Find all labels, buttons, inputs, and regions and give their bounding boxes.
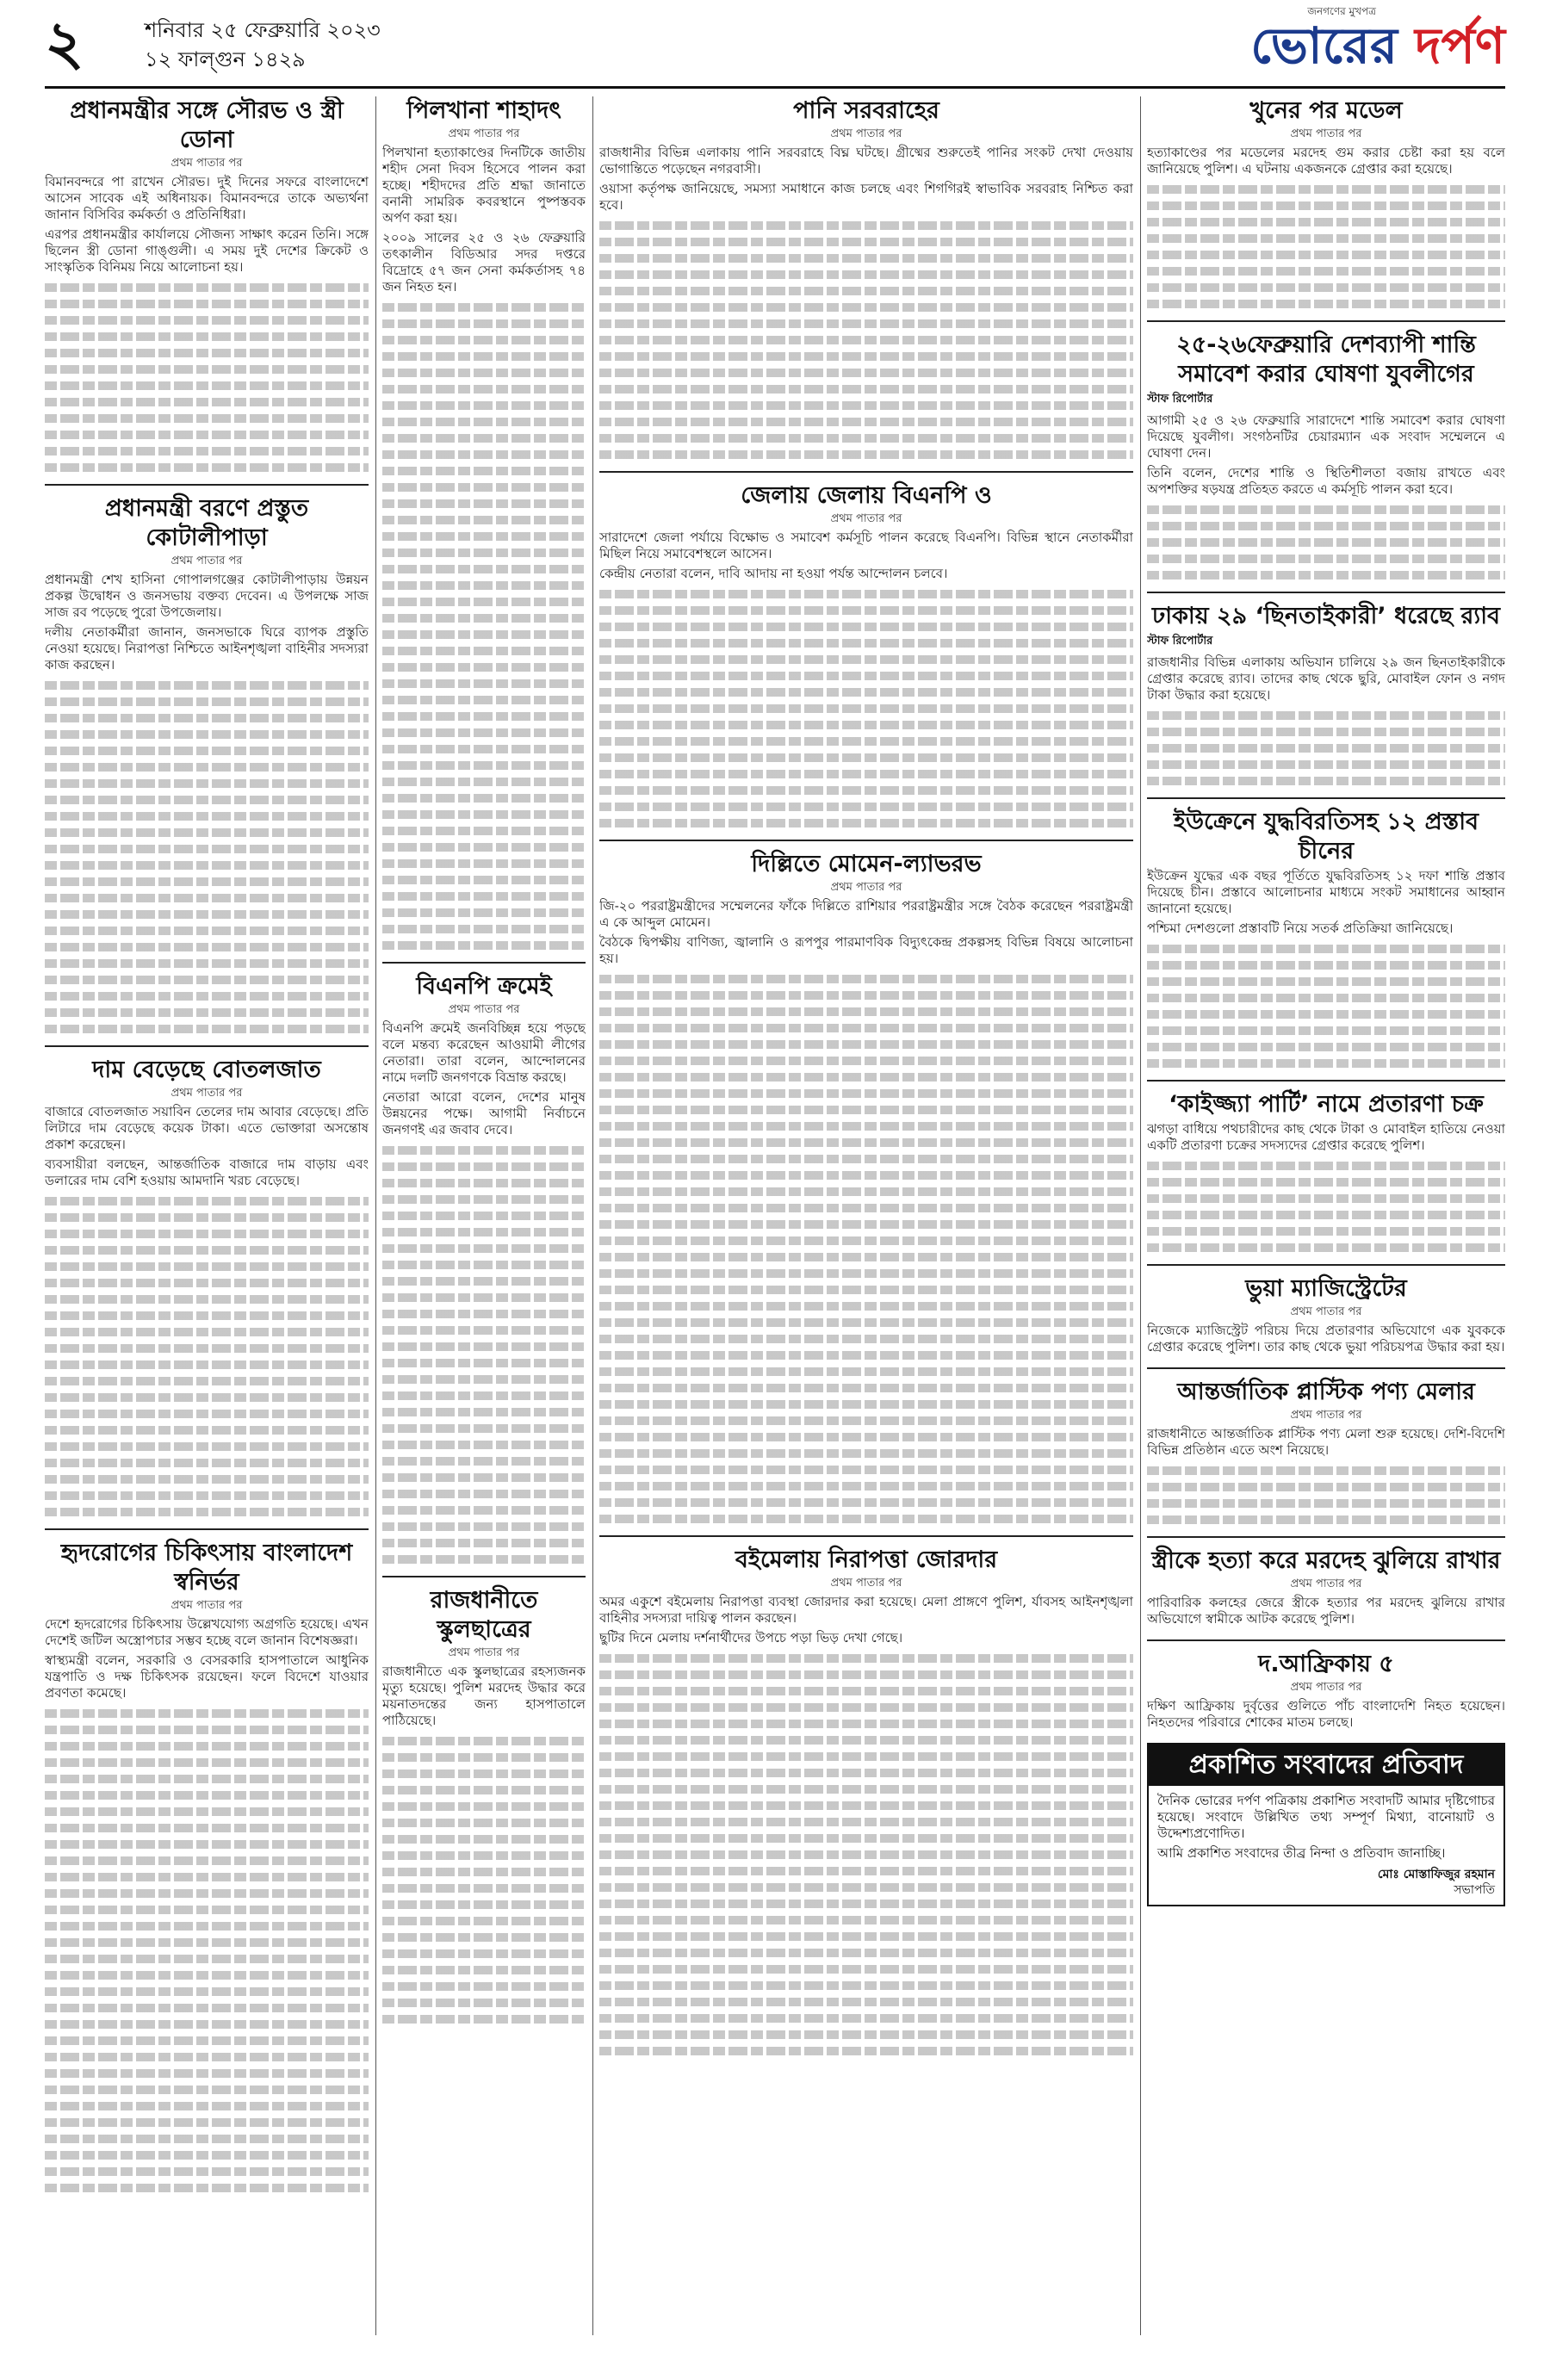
paragraph: ব্যবসায়ীরা বলছেন, আন্তর্জাতিক বাজারে দাম বাড়ায় এবং ডলারের দাম বেশি হওয়ায় আমদানি খরচ বেড়েছে। bbox=[45, 1156, 369, 1188]
continued-label: প্রথম পাতার পর bbox=[448, 1003, 520, 1016]
continued-label: প্রথম পাতার পর bbox=[1290, 1305, 1362, 1318]
story-plastic-fair bbox=[1147, 1378, 1505, 1524]
masthead-rule bbox=[45, 86, 1505, 89]
story-bnp-kromei bbox=[382, 972, 586, 1564]
headline: দ.আফ্রিকায় ৫ bbox=[1258, 1651, 1394, 1677]
paragraph: ওয়াসা কর্তৃপক্ষ জানিয়েছে, সমস্যা সমাধানে কাজ চলছে এবং শিগগিরই স্বাভাবিক সরবরাহ নিশ্চিত করা হবে। bbox=[599, 181, 1133, 213]
continued-label: প্রথম পাতার পর bbox=[1290, 1409, 1362, 1422]
paragraph: আগামী ২৫ ও ২৬ ফেব্রুয়ারি সারাদেশে শান্তি সমাবেশ করার ঘোষণা দিয়েছে যুবলীগ। সংগঠনটির চেয়ারম্যান এক সংবাদ সম্মেলনে এ ঘোষণা দেন। bbox=[1147, 412, 1505, 461]
paragraph: স্বাস্থ্যমন্ত্রী বলেন, সরকারি ও বেসরকারি হাসপাতালে আধুনিক যন্ত্রপাতি ও দক্ষ চিকিৎসক রয়েছেন। ফলে বিদেশে যাওয়ার প্রবণতা কমেছে। bbox=[45, 1652, 369, 1701]
paragraph: অমর একুশে বইমেলায় নিরাপত্তা ব্যবস্থা জোরদার করা হয়েছে। মেলা প্রাঙ্গণে পুলিশ, র্যাবসহ আইনশৃঙ্খলা বাহিনীর সদস্যরা দায়িত্ব পালন করছেন। bbox=[599, 1594, 1133, 1626]
continued-label: প্রথম পাতার পর bbox=[830, 127, 902, 140]
story-kotalipara bbox=[45, 494, 369, 1033]
column-rule bbox=[592, 96, 593, 2335]
story-water-supply bbox=[599, 96, 1133, 459]
continued-label: প্রথম পাতার পর bbox=[830, 512, 902, 525]
story-divider bbox=[45, 1045, 369, 1047]
paragraph: দক্ষিণ আফ্রিকায় দুর্বৃত্তের গুলিতে পাঁচ বাংলাদেশি নিহত হয়েছেন। নিহতদের পরিবারে শোকের মাতম চলছে। bbox=[1147, 1698, 1505, 1730]
story-bottled-oil bbox=[45, 1056, 369, 1516]
continued-label: প্রথম পাতার পর bbox=[448, 1646, 520, 1659]
paragraph: তিনি বলেন, দেশের শান্তি ও স্থিতিশীলতা বজায় রাখতে এবং অপশক্তির ষড়যন্ত্র প্রতিহত করতে এ কর্মসূচি পালন করা হবে। bbox=[1147, 465, 1505, 497]
story-divider bbox=[1147, 320, 1505, 322]
headline: পিলখানা শাহাদৎ bbox=[406, 97, 561, 124]
continued-label: প্রথম পাতার পর bbox=[448, 127, 520, 140]
continued-label: প্রথম পাতার পর bbox=[170, 1087, 243, 1100]
text-body bbox=[382, 303, 586, 950]
continued-label: প্রথম পাতার পর bbox=[170, 157, 243, 170]
story-divider bbox=[45, 1528, 369, 1530]
continued-label: প্রথম পাতার পর bbox=[1290, 127, 1362, 140]
page-number: ২ bbox=[45, 7, 84, 78]
paragraph: সারাদেশে জেলা পর্যায়ে বিক্ষোভ ও সমাবেশ কর্মসূচি পালন করেছে বিএনপি। বিভিন্ন স্থানে নেতাকর্মীরা মিছিল নিয়ে সমাবেশস্থলে আসেন। bbox=[599, 530, 1133, 561]
paragraph: রাজধানীতে এক স্কুলছাত্রের রহস্যজনক মৃত্যু হয়েছে। পুলিশ মরদেহ উদ্ধার করে ময়নাতদন্তের জন্য হাসপাতালে পাঠিয়েছে। bbox=[382, 1664, 586, 1728]
text-body bbox=[1147, 945, 1505, 1068]
paragraph: রাজধানীর বিভিন্ন এলাকায় পানি সরবরাহে বিঘ্ন ঘটছে। গ্রীষ্মের শুরুতেই পানির সংকট দেখা দেওয়ায় ভোগান্তিতে পড়েছেন নগরবাসী। bbox=[599, 145, 1133, 177]
dateline bbox=[145, 15, 381, 74]
headline: বইমেলায় নিরাপত্তা জোরদার bbox=[735, 1546, 998, 1573]
story-divider bbox=[599, 1535, 1133, 1537]
headline: রাজধানীতে স্কুলছাত্রের bbox=[430, 1587, 538, 1643]
signer-name: মোঃ মোস্তাফিজুর রহমান bbox=[1377, 1868, 1495, 1881]
masthead bbox=[0, 0, 1550, 90]
headline: দিল্লিতে মোমেন-ল্যাভরভ bbox=[751, 851, 982, 877]
story-sourav-dona bbox=[45, 96, 369, 472]
continued-label: প্রথম পাতার পর bbox=[830, 1577, 902, 1590]
rejoinder-body bbox=[1149, 1786, 1504, 1905]
column-rule bbox=[375, 96, 376, 2335]
date-bangla: ১২ ফাল্গুন ১৪২৯ bbox=[145, 47, 306, 71]
paragraph: ইউক্রেন যুদ্ধের এক বছর পূর্তিতে যুদ্ধবিরতিসহ ১২ দফা শান্তি প্রস্তাব দিয়েছে চীন। প্রস্তাবে আলোচনার মাধ্যমে সংকট সমাধানের আহ্বান জানানো হয়েছে। bbox=[1147, 868, 1505, 916]
story-divider bbox=[1147, 1264, 1505, 1266]
paragraph: দৈনিক ভোরের দর্পণ পত্রিকায় প্রকাশিত সংবাদটি আমার দৃষ্টিগোচর হয়েছে। সংবাদে উল্লিখিত তথ্য সম্পূর্ণ মিথ্যা, বানোয়াট ও উদ্দেশ্যপ্রণোদিত। bbox=[1157, 1793, 1495, 1841]
paragraph: প্রধানমন্ত্রী শেখ হাসিনা গোপালগঞ্জের কোটালীপাড়ায় উন্নয়ন প্রকল্প উদ্বোধন ও জনসভায় বক্তব্য দেবেন। এ উপলক্ষে সাজ সাজ রব পড়েছে পুরো উপজেলায়। bbox=[45, 572, 369, 620]
continued-label: প্রথম পাতার পর bbox=[1290, 1577, 1362, 1590]
paragraph: রাজধানীর বিভিন্ন এলাকায় অভিযান চালিয়ে ২৯ জন ছিনতাইকারীকে গ্রেপ্তার করেছে র‌্যাব। তাদের কাছ থেকে ছুরি, মোবাইল ফোন ও নগদ টাকা উদ্ধার করা হয়েছে। bbox=[1147, 654, 1505, 703]
column-3 bbox=[599, 96, 1133, 2335]
paragraph: দেশে হৃদরোগের চিকিৎসায় উল্লেখযোগ্য অগ্রগতি হয়েছে। এখন দেশেই জটিল অস্ত্রোপচার সম্ভব হচ্ছে বলে জানান বিশেষজ্ঞরা। bbox=[45, 1616, 369, 1648]
headline: স্ত্রীকে হত্যা করে মরদেহ ঝুলিয়ে রাখার bbox=[1151, 1547, 1501, 1574]
headline: ইউক্রেনে যুদ্ধবিরতিসহ ১২ প্রস্তাব চীনের bbox=[1173, 809, 1479, 865]
headline: ঢাকায় ২৯ ‘ছিনতাইকারী’ ধরেছে র‌্যাব bbox=[1151, 603, 1501, 629]
date-gregorian: শনিবার ২৫ ফেব্রুয়ারি ২০২৩ bbox=[145, 18, 381, 42]
byline: স্টাফ রিপোর্টার bbox=[1147, 393, 1213, 406]
text-body bbox=[1147, 505, 1505, 580]
story-murder-model bbox=[1147, 96, 1505, 308]
story-south-africa bbox=[1147, 1650, 1505, 1731]
story-divider bbox=[1147, 1639, 1505, 1641]
story-divider bbox=[599, 471, 1133, 473]
paragraph: জি-২০ পররাষ্ট্রমন্ত্রীদের সম্মেলনের ফাঁকে দিল্লিতে রাশিয়ার পররাষ্ট্রমন্ত্রীর সঙ্গে বৈঠক করেছেন পররাষ্ট্রমন্ত্রী এ কে আব্দুল মোমেন। bbox=[599, 898, 1133, 930]
paragraph: বৈঠকে দ্বিপক্ষীয় বাণিজ্য, জ্বালানি ও রূপপুর পারমাণবিক বিদ্যুৎকেন্দ্র প্রকল্পসহ বিভিন্ন বিষয়ে আলোচনা হয়। bbox=[599, 934, 1133, 966]
paragraph: এরপর প্রধানমন্ত্রীর কার্যালয়ে সৌজন্য সাক্ষাৎ করেন তিনি। সঙ্গে ছিলেন স্ত্রী ডোনা গাঙ্গুলী। এ সময় দুই দেশের ক্রিকেট ও সাংস্কৃতিক বিনিময় নিয়ে আলোচনা হয়। bbox=[45, 226, 369, 275]
headline: ‘কাইজ্জ্যা পার্টি’ নামে প্রতারণা চক্র bbox=[1169, 1091, 1484, 1118]
text-body bbox=[382, 1737, 586, 2024]
rejoinder-title: প্রকাশিত সংবাদের প্রতিবাদ bbox=[1149, 1745, 1504, 1786]
column-4 bbox=[1147, 96, 1505, 2335]
byline: স্টাফ রিপোর্টার bbox=[1147, 635, 1213, 648]
paragraph: নিজেকে ম্যাজিস্ট্রেট পরিচয় দিয়ে প্রতারণার অভিযোগে এক যুবককে গ্রেপ্তার করেছে পুলিশ। তার কাছ থেকে ভুয়া পরিচয়পত্র উদ্ধার করা হয়। bbox=[1147, 1323, 1505, 1354]
paragraph: ২০০৯ সালের ২৫ ও ২৬ ফেব্রুয়ারি তৎকালীন বিডিআর সদর দপ্তরে বিদ্রোহে ৫৭ জন সেনা কর্মকর্তাসহ ৭৪ জন নিহত হন। bbox=[382, 230, 586, 294]
story-divider bbox=[1147, 1367, 1505, 1369]
headline: হৃদরোগের চিকিৎসায় বাংলাদেশ স্বনির্ভর bbox=[60, 1540, 353, 1596]
column-rule bbox=[1140, 96, 1141, 2335]
story-district-bnp bbox=[599, 481, 1133, 827]
story-divider bbox=[382, 1576, 586, 1577]
text-body bbox=[1147, 1466, 1505, 1524]
headline: পানি সরবরাহের bbox=[793, 97, 939, 124]
column-1 bbox=[45, 96, 369, 2335]
text-body bbox=[45, 283, 369, 472]
story-divider bbox=[1147, 797, 1505, 799]
headline: প্রধানমন্ত্রীর সঙ্গে সৌরভ ও স্ত্রী ডোনা bbox=[70, 97, 344, 153]
logo-text bbox=[1250, 17, 1505, 74]
headline: প্রধানমন্ত্রী বরণে প্রস্তুত কোটালীপাড়া bbox=[104, 495, 309, 551]
story-wife-murder bbox=[1147, 1546, 1505, 1627]
story-divider bbox=[382, 962, 586, 964]
text-body bbox=[1147, 1162, 1505, 1252]
paragraph: বিমানবন্দরে পা রাখেন সৌরভ। দুই দিনের সফরে বাংলাদেশে আসেন সাবেক এই অধিনায়ক। বিমানবন্দরে তাকে অভ্যর্থনা জানান বিসিবির কর্মকর্তা ও প্রতিনিধিরা। bbox=[45, 174, 369, 222]
text-body bbox=[599, 1654, 1133, 2055]
continued-label: প্রথম পাতার পর bbox=[170, 555, 243, 567]
paragraph: নেতারা আরো বলেন, দেশের মানুষ উন্নয়নের পক্ষে। আগামী নির্বাচনে জনগণই এর জবাব দেবে। bbox=[382, 1089, 586, 1137]
story-jubo-league bbox=[1147, 331, 1505, 580]
paragraph: দলীয় নেতাকর্মীরা জানান, জনসভাকে ঘিরে ব্যাপক প্রস্তুতি নেওয়া হয়েছে। নিরাপত্তা নিশ্চিতে আইনশৃঙ্খলা বাহিনীর সদস্যরা কাজ করছেন। bbox=[45, 624, 369, 672]
paragraph: কেন্দ্রীয় নেতারা বলেন, দাবি আদায় না হওয়া পর্যন্ত আন্দোলন চলবে। bbox=[599, 566, 948, 581]
text-body bbox=[599, 221, 1133, 459]
paragraph: ছুটির দিনে মেলায় দর্শনার্থীদের উপচে পড়া ভিড় দেখা গেছে। bbox=[599, 1630, 903, 1646]
paragraph: পিলখানা হত্যাকাণ্ডের দিনটিকে জাতীয় শহীদ সেনা দিবস হিসেবে পালন করা হচ্ছে। শহীদদের প্রতি শ্রদ্ধা জানাতে বনানী সামরিক কবরস্থানে পুষ্পস্তবক অর্পণ করা হয়। bbox=[382, 145, 586, 226]
text-body bbox=[599, 975, 1133, 1523]
story-fake-magistrate bbox=[1147, 1274, 1505, 1355]
headline: জেলায় জেলায় বিএনপি ও bbox=[741, 482, 992, 509]
text-body bbox=[45, 681, 369, 1033]
paragraph: হত্যাকাণ্ডের পর মডেলের মরদেহ গুম করার চেষ্টা করা হয় বলে জানিয়েছে পুলিশ। এ ঘটনায় একজনকে গ্রেপ্তার করা হয়েছে। bbox=[1147, 145, 1505, 177]
text-body bbox=[599, 590, 1133, 827]
headline: ২৫-২৬ফেব্রুয়ারি দেশব্যাপী শান্তি সমাবেশ করার ঘোষণা যুবলীগের bbox=[1176, 332, 1476, 387]
paragraph: বাজারে বোতলজাত সয়াবিন তেলের দাম আবার বেড়েছে। প্রতি লিটারে দাম বেড়েছে কয়েক টাকা। এতে ভোক্তারা অসন্তোষ প্রকাশ করেছেন। bbox=[45, 1104, 369, 1152]
text-body bbox=[45, 1197, 369, 1516]
logo-part-1: ভোরের bbox=[1250, 16, 1398, 75]
paragraph: পারিবারিক কলহের জেরে স্ত্রীকে হত্যার পর মরদেহ ঝুলিয়ে রাখার অভিযোগে স্বামীকে আটক করেছে পুলিশ। bbox=[1147, 1595, 1505, 1627]
story-heart-treatment bbox=[45, 1539, 369, 2192]
story-divider bbox=[1147, 592, 1505, 593]
story-book-fair-security bbox=[599, 1546, 1133, 2055]
headline: খুনের পর মডেল bbox=[1249, 97, 1403, 124]
text-body bbox=[1147, 711, 1505, 785]
headline: আন্তর্জাতিক প্লাস্টিক পণ্য মেলার bbox=[1177, 1379, 1475, 1405]
story-delhi-momen-lavrov bbox=[599, 850, 1133, 1523]
paragraph: ঝগড়া বাধিয়ে পথচারীদের কাছ থেকে টাকা ও মোবাইল হাতিয়ে নেওয়া একটি প্রতারণা চক্রের সদস্যদের গ্রেপ্তার করেছে পুলিশ। bbox=[1147, 1121, 1505, 1153]
headline: ভুয়া ম্যাজিস্ট্রেটের bbox=[1245, 1275, 1407, 1302]
text-body bbox=[1147, 185, 1505, 308]
story-divider bbox=[1147, 1536, 1505, 1538]
logo-tagline: জনগণের মুখপত্র bbox=[1307, 5, 1376, 17]
story-divider bbox=[1147, 1080, 1505, 1082]
paragraph: রাজধানীতে আন্তর্জাতিক প্লাস্টিক পণ্য মেলা শুরু হয়েছে। দেশি-বিদেশি বিভিন্ন প্রতিষ্ঠান এতে অংশ নিয়েছে। bbox=[1147, 1426, 1505, 1458]
story-china-ukraine bbox=[1147, 808, 1505, 1068]
headline: বিএনপি ক্রমেই bbox=[416, 973, 552, 1000]
story-school-student bbox=[382, 1586, 586, 2024]
newspaper-logo bbox=[1250, 5, 1505, 74]
story-divider bbox=[45, 484, 369, 486]
paragraph: বিএনপি ক্রমেই জনবিচ্ছিন্ন হয়ে পড়ছে বলে মন্তব্য করেছেন আওয়ামী লীগের নেতারা। তারা বলেন, আন্দোলনের নামে দলটি জনগণকে বিভ্রান্ত করছে। bbox=[382, 1020, 586, 1085]
story-divider bbox=[599, 840, 1133, 841]
column-2 bbox=[382, 96, 586, 2335]
story-pilkhana bbox=[382, 96, 586, 950]
continued-label: প্রথম পাতার পর bbox=[1290, 1681, 1362, 1694]
continued-label: প্রথম পাতার পর bbox=[170, 1599, 243, 1612]
signer-title: সভাপতি bbox=[1454, 1883, 1495, 1897]
paragraph: পশ্চিমা দেশগুলো প্রস্তাবটি নিয়ে সতর্ক প্রতিক্রিয়া জানিয়েছে। bbox=[1147, 920, 1454, 936]
story-rab-snatchers bbox=[1147, 602, 1505, 785]
continued-label: প্রথম পাতার পর bbox=[830, 881, 902, 894]
logo-part-2: দর্পণ bbox=[1415, 16, 1505, 75]
headline: দাম বেড়েছে বোতলজাত bbox=[92, 1057, 321, 1083]
story-kaijja-party bbox=[1147, 1090, 1505, 1252]
paragraph: আমি প্রকাশিত সংবাদের তীব্র নিন্দা ও প্রতিবাদ জানাচ্ছি। bbox=[1157, 1845, 1446, 1861]
text-body bbox=[45, 1709, 369, 2192]
signature bbox=[1157, 1867, 1495, 1898]
text-body bbox=[382, 1146, 586, 1564]
rejoinder-box bbox=[1147, 1743, 1505, 1906]
